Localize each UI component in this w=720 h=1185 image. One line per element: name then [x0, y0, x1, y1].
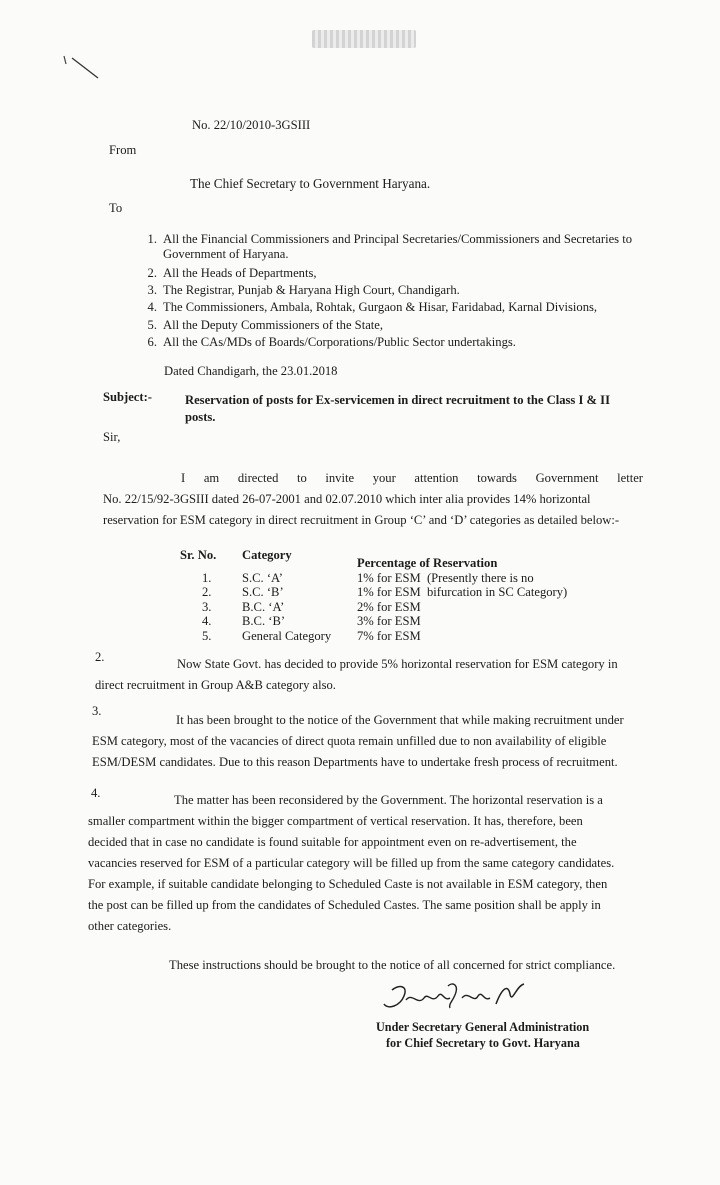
signatory-designation: Under Secretary General Administration: [376, 1020, 590, 1034]
table-header-percentage: Percentage of Reservation: [357, 556, 498, 570]
handwritten-signature: [378, 978, 528, 1020]
subject-text: Reservation of posts for Ex-servicemen in direct recruitment to the Class I & II posts.: [185, 393, 610, 424]
signatory-for-line: for Chief Secretary to Govt. Haryana: [386, 1036, 580, 1050]
paragraph-2: Now State Govt. has decided to provide 5% horizontal reservation for ESM category in direct recruitment in Group A&B category also.: [95, 657, 618, 692]
table-note-line-2: bifurcation in SC Category): [426, 585, 568, 600]
table-row: 1. S.C. ‘A’ 1% for ESM (Presently there is no: [202, 570, 534, 585]
letter-number: No. 22/10/2010-3GSIII: [192, 118, 311, 132]
table-header-sr: Sr. No.: [180, 548, 217, 562]
paragraph-3: It has been brought to the notice of the Government that while making recruitment under ESM category, most of the vacancies of direct quota remain unfilled due to non availability of eligible ESM/DESM candidates. Due to this reason Departments have to undertake fresh process of recruitment.: [92, 713, 624, 769]
paragraph-4: The matter has been reconsidered by the Government. The horizontal reservation is a smaller compartment within the bigger compartment of vertical reservation. It has, therefore, been decided that in case no candidate is found suitable for appointment even on re-advertisement, the vacancies reserved for ESM of a particular category will be filled up from the same category candidates. For example, if suitable candidate belonging to Scheduled Caste is not available in ESM category, then the post can be filled up from the candidates of Scheduled Castes. The same position shall be apply in other categories.: [88, 793, 615, 933]
paragraph-4-number: 4.: [91, 786, 101, 800]
dated-line: Dated Chandigarh, the 23.01.2018: [164, 364, 338, 378]
paragraph-3-number: 3.: [92, 704, 102, 718]
table-row: 2. S.C. ‘B’ 1% for ESM bifurcation in SC Category): [202, 585, 568, 600]
table-header-row: [180, 548, 567, 571]
paragraph-1-line-1: I am directed to invite your attention towards Government letter: [181, 471, 643, 485]
reservation-table: [180, 548, 567, 644]
recipients-list: 1. All the Financial Commissioners and Principal Secretaries/Commissioners and Secretaries to Government of Haryana. 2. All the Heads of Departments, 3. The Registrar, Punjab & Haryana High Court, Chandigarh. 4. The Commissioners, Ambala, Rohtak, Gurgaon & Hisar, Faridabad, Karnal Divisions, 5. All the Deputy Commissioners of the State, 6. All the CAs/MDs of Boards/Corporations/Public Sector undertakings.: [139, 232, 659, 362]
to-label: To: [109, 201, 123, 215]
table-row: 3. B.C. ‘A’ 2% for ESM: [202, 599, 421, 614]
paragraph-1: I am directed to invite your attention towards Government letter No. 22/15/92-3GSIII dated 26-07-2001 and 02.07.2010 which inter alia provides 14% horizontal reservation for ESM category in direct recruitment in Group ‘C’ and ‘D’ categories as detailed below:-: [103, 468, 643, 531]
from-sender: The Chief Secretary to Government Haryana.: [190, 176, 431, 191]
table-note-line-1: (Presently there is no: [426, 570, 534, 585]
list-item-text: All the Financial Commissioners and Principal Secretaries/Commissioners and Secretaries to Government of Haryana.: [163, 232, 633, 261]
salutation: Sir,: [103, 430, 121, 444]
closing-line: These instructions should be brought to the notice of all concerned for strict compliance.: [169, 958, 616, 972]
table-row: 5. General Category 7% for ESM: [202, 628, 421, 643]
from-label: From: [109, 143, 137, 157]
table-header-category: Category: [242, 548, 292, 562]
pen-mark-icon: [60, 52, 102, 82]
list-item-number: 1.: [147, 232, 157, 246]
paragraph-2-number: 2.: [95, 650, 105, 664]
table-row: 4. B.C. ‘B’ 3% for ESM: [202, 614, 421, 629]
subject-label: Subject:-: [103, 390, 152, 404]
stamp-smudge: [312, 30, 416, 48]
